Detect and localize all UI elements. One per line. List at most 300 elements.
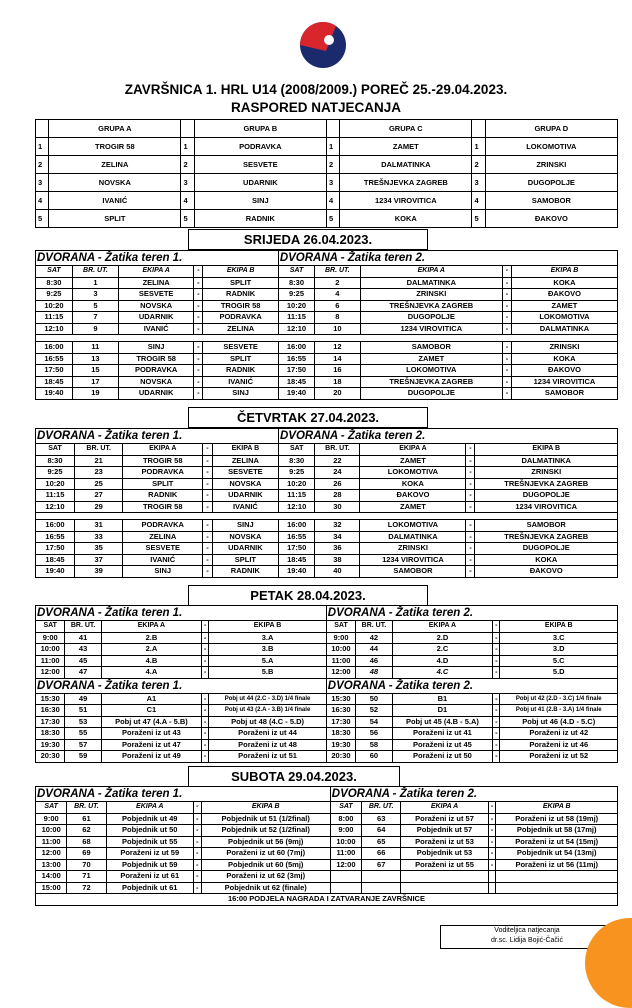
schedule-friday xyxy=(35,605,618,763)
team-b: SINJ xyxy=(212,520,278,532)
dash: - xyxy=(466,467,475,479)
match-number: 33 xyxy=(75,531,123,543)
team-a: Poraženi iz ut 59 xyxy=(106,848,193,860)
team-a: 1234 VIROVITICA xyxy=(360,554,466,566)
day-heading-friday: PETAK 28.04.2023. xyxy=(188,585,428,606)
column-header-a: EKIPA A xyxy=(360,444,466,456)
match-time: 10:00 xyxy=(36,825,67,837)
dash: - xyxy=(194,323,203,335)
team-a: SINJ xyxy=(118,342,193,354)
page-subtitle: RASPORED NATJECANJA xyxy=(230,100,402,115)
dash: - xyxy=(202,739,209,751)
match-number: 3 xyxy=(72,289,118,301)
team-b: SPLIT xyxy=(203,277,278,289)
venue-row xyxy=(36,429,618,444)
team-a: ZELINA xyxy=(118,277,193,289)
match-row xyxy=(36,478,618,490)
match-number: 58 xyxy=(356,739,392,751)
team-a xyxy=(401,871,488,883)
team-a: 2.C xyxy=(392,644,493,656)
match-number: 24 xyxy=(315,467,360,479)
dash: - xyxy=(194,365,203,377)
group-position: 1 xyxy=(326,138,339,156)
team-a: 2.B xyxy=(101,632,201,644)
spacer-cell xyxy=(36,513,618,520)
match-number: 39 xyxy=(75,566,123,578)
dash: - xyxy=(493,644,500,656)
dash: - xyxy=(502,365,511,377)
team-b: Poraženi iz ut 42 xyxy=(500,728,618,740)
team-a: LOKOMOTIVA xyxy=(360,520,466,532)
column-header-a: EKIPA A xyxy=(360,266,502,278)
team-a: SAMOBOR xyxy=(360,342,502,354)
match-time: 19:40 xyxy=(36,566,75,578)
dash: - xyxy=(466,543,475,555)
group-position: 3 xyxy=(326,174,339,192)
match-row xyxy=(36,693,618,705)
match-row xyxy=(36,353,618,365)
match-time: 19:30 xyxy=(36,739,65,751)
dash: - xyxy=(203,490,213,502)
team-a: Poraženi iz ut 61 xyxy=(106,871,193,883)
dash: - xyxy=(194,312,203,324)
match-number: 68 xyxy=(67,836,106,848)
group-team: NOVSKA xyxy=(49,174,181,192)
match-row xyxy=(36,871,618,883)
match-number: 27 xyxy=(75,490,123,502)
team-a: SESVETE xyxy=(118,289,193,301)
match-row xyxy=(36,531,618,543)
dash: - xyxy=(493,705,500,717)
match-number: 64 xyxy=(362,825,401,837)
column-header-b: EKIPA B xyxy=(475,444,618,456)
dash: - xyxy=(466,566,475,578)
team-b: ĐAKOVO xyxy=(475,566,618,578)
group-position: 5 xyxy=(181,210,194,228)
match-time: 18:45 xyxy=(36,554,75,566)
group-position: 1 xyxy=(181,138,194,156)
match-number: 28 xyxy=(315,490,360,502)
team-a: Poraženi iz ut 43 xyxy=(101,728,201,740)
day-heading-thursday: ČETVRTAK 27.04.2023. xyxy=(188,407,428,428)
team-a: ZAMET xyxy=(360,455,466,467)
match-time: 9:25 xyxy=(279,467,315,479)
group-team: TROGIR 58 xyxy=(49,138,181,156)
team-a: ZAMET xyxy=(360,501,466,513)
team-b: ZELINA xyxy=(212,455,278,467)
match-time: 16:55 xyxy=(36,353,73,365)
column-header-b: EKIPA B xyxy=(203,266,278,278)
match-number: 35 xyxy=(75,543,123,555)
team-a: Pobjednik ut 61 xyxy=(106,882,193,894)
team-b: Pobjednik ut 51 (1/2final) xyxy=(201,813,330,825)
closing-ceremony: 16:00 PODJELA NAGRADA I ZATVARANJE ZAVRŠNICE xyxy=(36,894,618,906)
dash: - xyxy=(193,813,201,825)
team-a: D1 xyxy=(392,705,493,717)
match-number: 40 xyxy=(315,566,360,578)
groups-row xyxy=(36,192,618,210)
match-time: 19:30 xyxy=(326,739,355,751)
dash: - xyxy=(493,739,500,751)
dash: - xyxy=(202,728,209,740)
match-time: 11:00 xyxy=(330,848,361,860)
team-b: RADNIK xyxy=(203,365,278,377)
team-a: Poraženi iz ut 45 xyxy=(392,739,493,751)
match-time: 12:00 xyxy=(36,848,67,860)
column-header-dash: - xyxy=(466,444,475,456)
team-b: NOVSKA xyxy=(212,531,278,543)
group-number-cell xyxy=(326,120,339,138)
group-team: LOKOMOTIVA xyxy=(485,138,617,156)
match-row xyxy=(36,520,618,532)
team-a: UDARNIK xyxy=(118,388,193,400)
match-number: 31 xyxy=(75,520,123,532)
group-position: 3 xyxy=(472,174,485,192)
match-time: 18:45 xyxy=(278,376,314,388)
team-b: Poraženi iz ut 54 (15mj) xyxy=(496,836,618,848)
dash: - xyxy=(194,300,203,312)
match-time: 11:15 xyxy=(279,490,315,502)
team-a: SAMOBOR xyxy=(360,566,466,578)
signature-role: Voditeljica natjecanja xyxy=(494,927,560,934)
dash: - xyxy=(202,644,209,656)
column-header-sat: SAT xyxy=(36,621,65,633)
match-row xyxy=(36,859,618,871)
team-a: PODRAVKA xyxy=(118,365,193,377)
team-b: Pobj ut 48 (4.C - 5.D) xyxy=(209,716,326,728)
team-a: UDARNIK xyxy=(118,312,193,324)
team-a: Pobjednik ut 59 xyxy=(106,859,193,871)
match-number: 70 xyxy=(67,859,106,871)
dash: - xyxy=(203,566,213,578)
column-header-dash: - xyxy=(502,266,511,278)
group-team: SESVETE xyxy=(194,156,326,174)
team-a: TROGIR 58 xyxy=(123,455,203,467)
column-header-a: EKIPA A xyxy=(106,802,193,814)
match-number: 71 xyxy=(67,871,106,883)
column-header-dash: - xyxy=(493,621,500,633)
match-time: 15:00 xyxy=(36,882,67,894)
team-a: DUGOPOLJE xyxy=(360,312,502,324)
group-position: 2 xyxy=(181,156,194,174)
group-position: 2 xyxy=(472,156,485,174)
match-time xyxy=(330,882,361,894)
match-row xyxy=(36,848,618,860)
team-a: 2.A xyxy=(101,644,201,656)
match-row xyxy=(36,455,618,467)
team-a: SESVETE xyxy=(123,543,203,555)
team-b: Pobjednik ut 52 (1/2final) xyxy=(201,825,330,837)
dash: - xyxy=(202,632,209,644)
match-time: 15:30 xyxy=(326,693,355,705)
match-row xyxy=(36,739,618,751)
dash: - xyxy=(466,478,475,490)
match-row xyxy=(36,667,618,679)
groups-row xyxy=(36,174,618,192)
day-heading-saturday: SUBOTA 29.04.2023. xyxy=(188,766,400,787)
match-row xyxy=(36,376,618,388)
team-a: TREŠNJEVKA ZAGREB xyxy=(360,376,502,388)
group-team: RADNIK xyxy=(194,210,326,228)
team-b: RADNIK xyxy=(212,566,278,578)
match-time: 16:55 xyxy=(36,531,75,543)
venue-court-1: DVORANA - Žatika teren 1. xyxy=(36,429,279,444)
team-a: KOKA xyxy=(360,478,466,490)
match-time: 16:30 xyxy=(36,705,65,717)
match-row xyxy=(36,277,618,289)
group-position: 4 xyxy=(472,192,485,210)
group-name: GRUPA D xyxy=(485,120,617,138)
team-a: Pobj ut 45 (4.B - 5.A) xyxy=(392,716,493,728)
match-time: 9:00 xyxy=(330,825,361,837)
signature-name: dr.sc. Lidija Bojić-Čačić xyxy=(491,937,563,944)
team-b: Pobj ut 46 (4.D - 5.C) xyxy=(500,716,618,728)
group-position: 5 xyxy=(36,210,49,228)
venue-court-1: DVORANA - Žatika teren 1. xyxy=(36,787,331,802)
team-a: SINJ xyxy=(123,566,203,578)
match-time: 8:30 xyxy=(36,455,75,467)
dash: - xyxy=(493,667,500,679)
team-b: RADNIK xyxy=(203,289,278,301)
team-b: Pobj ut 42 (2.D - 3.C) 1/4 finale xyxy=(500,693,618,705)
match-number: 16 xyxy=(315,365,360,377)
team-a: ZRINSKI xyxy=(360,543,466,555)
match-number: 22 xyxy=(315,455,360,467)
team-b: ZAMET xyxy=(511,300,617,312)
column-header-sat: SAT xyxy=(36,266,73,278)
schedule-wednesday xyxy=(35,250,618,400)
team-b: Pobjednik ut 58 (17mj) xyxy=(496,825,618,837)
group-position: 4 xyxy=(36,192,49,210)
team-b: Pobjednik ut 54 (13mj) xyxy=(496,848,618,860)
team-a: Pobjednik ut 50 xyxy=(106,825,193,837)
team-a: ZELINA xyxy=(123,531,203,543)
column-header-br: BR. UT. xyxy=(315,266,360,278)
dash: - xyxy=(502,342,511,354)
team-a: C1 xyxy=(101,705,201,717)
match-number: 63 xyxy=(362,813,401,825)
match-number: 54 xyxy=(356,716,392,728)
team-a: DUGOPOLJE xyxy=(360,388,502,400)
team-b: Pobj ut 44 (2.C - 3.D) 1/4 finale xyxy=(209,693,326,705)
column-header-row xyxy=(36,444,618,456)
dash: - xyxy=(193,848,201,860)
match-number: 57 xyxy=(65,739,101,751)
match-number: 15 xyxy=(72,365,118,377)
match-row xyxy=(36,312,618,324)
team-b: Pobjednik ut 56 (9mj) xyxy=(201,836,330,848)
team-b: UDARNIK xyxy=(212,490,278,502)
team-a: 4.B xyxy=(101,655,201,667)
dash: - xyxy=(203,543,213,555)
match-row xyxy=(36,300,618,312)
match-time: 12:00 xyxy=(36,667,65,679)
match-row xyxy=(36,365,618,377)
match-row xyxy=(36,644,618,656)
venue-court-1: DVORANA - Žatika teren 1. xyxy=(36,606,327,621)
match-row xyxy=(36,543,618,555)
team-b: SAMOBOR xyxy=(475,520,618,532)
team-a: IVANIĆ xyxy=(123,554,203,566)
dash: - xyxy=(466,455,475,467)
match-row xyxy=(36,490,618,502)
schedule-thursday xyxy=(35,428,618,578)
match-number: 23 xyxy=(75,467,123,479)
match-time: 11:00 xyxy=(326,655,355,667)
team-b: SPLIT xyxy=(203,353,278,365)
dash: - xyxy=(502,388,511,400)
federation-logo xyxy=(296,21,350,69)
groups-row xyxy=(36,138,618,156)
dash: - xyxy=(466,501,475,513)
match-time: 17:50 xyxy=(279,543,315,555)
team-b: DALMATINKA xyxy=(511,323,617,335)
match-time: 12:10 xyxy=(36,323,73,335)
match-time: 9:00 xyxy=(36,632,65,644)
team-b: 3.B xyxy=(209,644,326,656)
match-number: 1 xyxy=(72,277,118,289)
match-time: 10:20 xyxy=(36,478,75,490)
match-number: 72 xyxy=(67,882,106,894)
group-team: DALMATINKA xyxy=(340,156,472,174)
team-b xyxy=(496,882,618,894)
match-number: 4 xyxy=(315,289,360,301)
team-b: 5.D xyxy=(500,667,618,679)
venue-court-2: DVORANA - Žatika teren 2. xyxy=(278,251,617,266)
dash: - xyxy=(202,716,209,728)
team-b: IVANIĆ xyxy=(212,501,278,513)
match-row xyxy=(36,289,618,301)
team-a: IVANIĆ xyxy=(118,323,193,335)
groups-row xyxy=(36,210,618,228)
dash: - xyxy=(502,376,511,388)
team-a: TREŠNJEVKA ZAGREB xyxy=(360,300,502,312)
match-number: 48 xyxy=(356,667,392,679)
group-position: 5 xyxy=(472,210,485,228)
team-a: B1 xyxy=(392,693,493,705)
dash: - xyxy=(488,836,496,848)
match-row xyxy=(36,882,618,894)
team-b: KOKA xyxy=(511,277,617,289)
match-number: 19 xyxy=(72,388,118,400)
group-team: SAMOBOR xyxy=(485,192,617,210)
match-time: 12:10 xyxy=(278,323,314,335)
group-team: 1234 VIROVITICA xyxy=(340,192,472,210)
match-time: 11:15 xyxy=(36,490,75,502)
match-time: 18:45 xyxy=(279,554,315,566)
match-time: 16:55 xyxy=(279,531,315,543)
match-number: 66 xyxy=(362,848,401,860)
venue-row xyxy=(36,251,618,266)
team-a: ĐAKOVO xyxy=(360,490,466,502)
match-number: 41 xyxy=(65,632,101,644)
team-b: IVANIĆ xyxy=(203,376,278,388)
column-header-a: EKIPA A xyxy=(101,621,201,633)
team-b: SESVETE xyxy=(212,467,278,479)
match-row xyxy=(36,566,618,578)
team-a: Poraženi iz ut 41 xyxy=(392,728,493,740)
match-time: 12:00 xyxy=(326,667,355,679)
dash xyxy=(488,882,496,894)
match-time: 12:10 xyxy=(36,501,75,513)
match-time xyxy=(330,871,361,883)
match-time: 12:00 xyxy=(330,859,361,871)
match-row xyxy=(36,716,618,728)
team-b: 3.D xyxy=(500,644,618,656)
dash: - xyxy=(193,836,201,848)
team-b: DUGOPOLJE xyxy=(475,543,618,555)
match-number: 6 xyxy=(315,300,360,312)
team-a: Pobjednik ut 57 xyxy=(401,825,488,837)
dash: - xyxy=(502,300,511,312)
match-time: 9:25 xyxy=(36,289,73,301)
column-header-sat: SAT xyxy=(326,621,355,633)
match-time: 10:20 xyxy=(279,478,315,490)
team-a: Pobjednik ut 49 xyxy=(106,813,193,825)
dash xyxy=(488,871,496,883)
match-number: 8 xyxy=(315,312,360,324)
spacer-row xyxy=(36,335,618,342)
team-b: Pobjednik ut 60 (5mj) xyxy=(201,859,330,871)
match-number: 14 xyxy=(315,353,360,365)
team-a: TROGIR 58 xyxy=(118,353,193,365)
column-header-a: EKIPA A xyxy=(118,266,193,278)
group-team: ĐAKOVO xyxy=(485,210,617,228)
dash: - xyxy=(203,501,213,513)
dash: - xyxy=(502,323,511,335)
match-number: 52 xyxy=(356,705,392,717)
team-a: Pobj ut 47 (4.A - 5.B) xyxy=(101,716,201,728)
match-number: 47 xyxy=(65,667,101,679)
dash: - xyxy=(493,693,500,705)
match-number: 69 xyxy=(67,848,106,860)
column-header-b: EKIPA B xyxy=(500,621,618,633)
match-time: 16:00 xyxy=(36,342,73,354)
group-team: ZRINSKI xyxy=(485,156,617,174)
match-number xyxy=(362,882,401,894)
group-position: 3 xyxy=(36,174,49,192)
match-time: 14:00 xyxy=(36,871,67,883)
column-header-dash: - xyxy=(202,621,209,633)
team-b: SINJ xyxy=(203,388,278,400)
team-b: PODRAVKA xyxy=(203,312,278,324)
team-b: TROGIR 58 xyxy=(203,300,278,312)
match-number: 7 xyxy=(72,312,118,324)
match-time: 9:00 xyxy=(326,632,355,644)
team-a: 2.D xyxy=(392,632,493,644)
dash: - xyxy=(493,655,500,667)
dash: - xyxy=(488,848,496,860)
dash: - xyxy=(488,825,496,837)
column-header-br: BR. UT. xyxy=(315,444,360,456)
group-position: 1 xyxy=(472,138,485,156)
match-time: 8:30 xyxy=(278,277,314,289)
team-a: NOVSKA xyxy=(118,376,193,388)
group-position: 1 xyxy=(36,138,49,156)
group-team: IVANIĆ xyxy=(49,192,181,210)
match-time: 17:50 xyxy=(36,365,73,377)
dash: - xyxy=(194,342,203,354)
column-header-a: EKIPA A xyxy=(392,621,493,633)
team-a: SPLIT xyxy=(123,478,203,490)
day-heading-wednesday: SRIJEDA 26.04.2023. xyxy=(188,229,428,250)
dash: - xyxy=(194,289,203,301)
match-row xyxy=(36,501,618,513)
match-time: 11:00 xyxy=(36,655,65,667)
match-number: 18 xyxy=(315,376,360,388)
match-number: 30 xyxy=(315,501,360,513)
dash: - xyxy=(502,353,511,365)
